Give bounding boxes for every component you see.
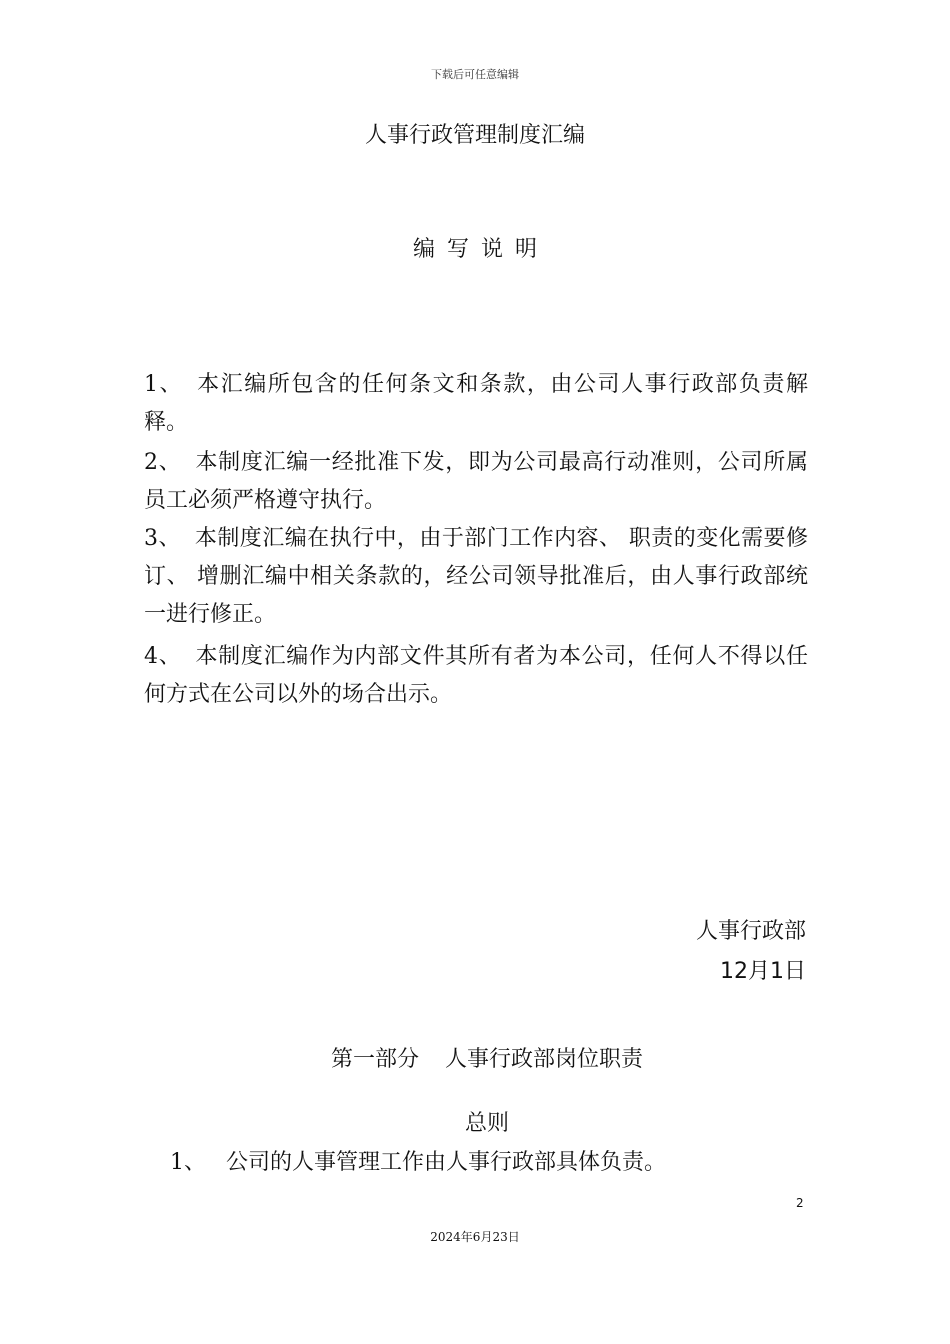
part-heading	[0, 1042, 950, 1073]
clause-number: 1	[170, 1150, 184, 1175]
list-item	[144, 638, 808, 714]
part-label: 第一部分	[330, 1047, 419, 1072]
clause-item	[170, 1146, 666, 1180]
signature-department: 人事行政部	[695, 919, 806, 944]
item-number: 1	[144, 372, 158, 397]
item-text: 本汇编所包含的任何条文和条款，由公司人事行政部负责解释。	[144, 372, 808, 435]
item-text: 本制度汇编作为内部文件其所有者为本公司，任何人不得以任何方式在公司以外的场合出示。	[144, 644, 808, 707]
clause-separator: 、	[184, 1150, 207, 1175]
signature-date: 12月1日	[720, 959, 806, 984]
item-text: 本制度汇编一经批准下发，即为公司最高行动准则，公司所属员工必须严格遵守执行。	[144, 450, 808, 513]
clause-text: 公司的人事管理工作由人事行政部具体负责。	[226, 1150, 667, 1175]
item-number: 2	[144, 450, 158, 475]
item-separator: 、	[158, 450, 182, 475]
part-title: 人事行政部岗位职责	[445, 1047, 644, 1072]
item-number: 3	[144, 526, 158, 551]
general-heading: 总则	[464, 1111, 509, 1136]
list-item	[144, 366, 808, 442]
list-item	[144, 444, 808, 520]
section-title: 编写说明	[412, 237, 549, 262]
page-number: 2	[796, 1196, 804, 1210]
item-separator: 、	[158, 526, 181, 551]
item-separator: 、	[158, 372, 184, 397]
document-title: 人事行政管理制度汇编	[364, 123, 585, 148]
item-number: 4	[144, 644, 158, 669]
list-item	[144, 520, 808, 634]
item-separator: 、	[158, 644, 182, 669]
header-note: 下载后可任意编辑	[431, 68, 519, 81]
footer-date: 2024年6月23日	[430, 1230, 520, 1244]
item-text: 本制度汇编在执行中，由于部门工作内容、 职责的变化需要修订、 增删汇编中相关条款的，经公司领导批准后，由人事行政部统一进行修正。	[144, 526, 808, 627]
